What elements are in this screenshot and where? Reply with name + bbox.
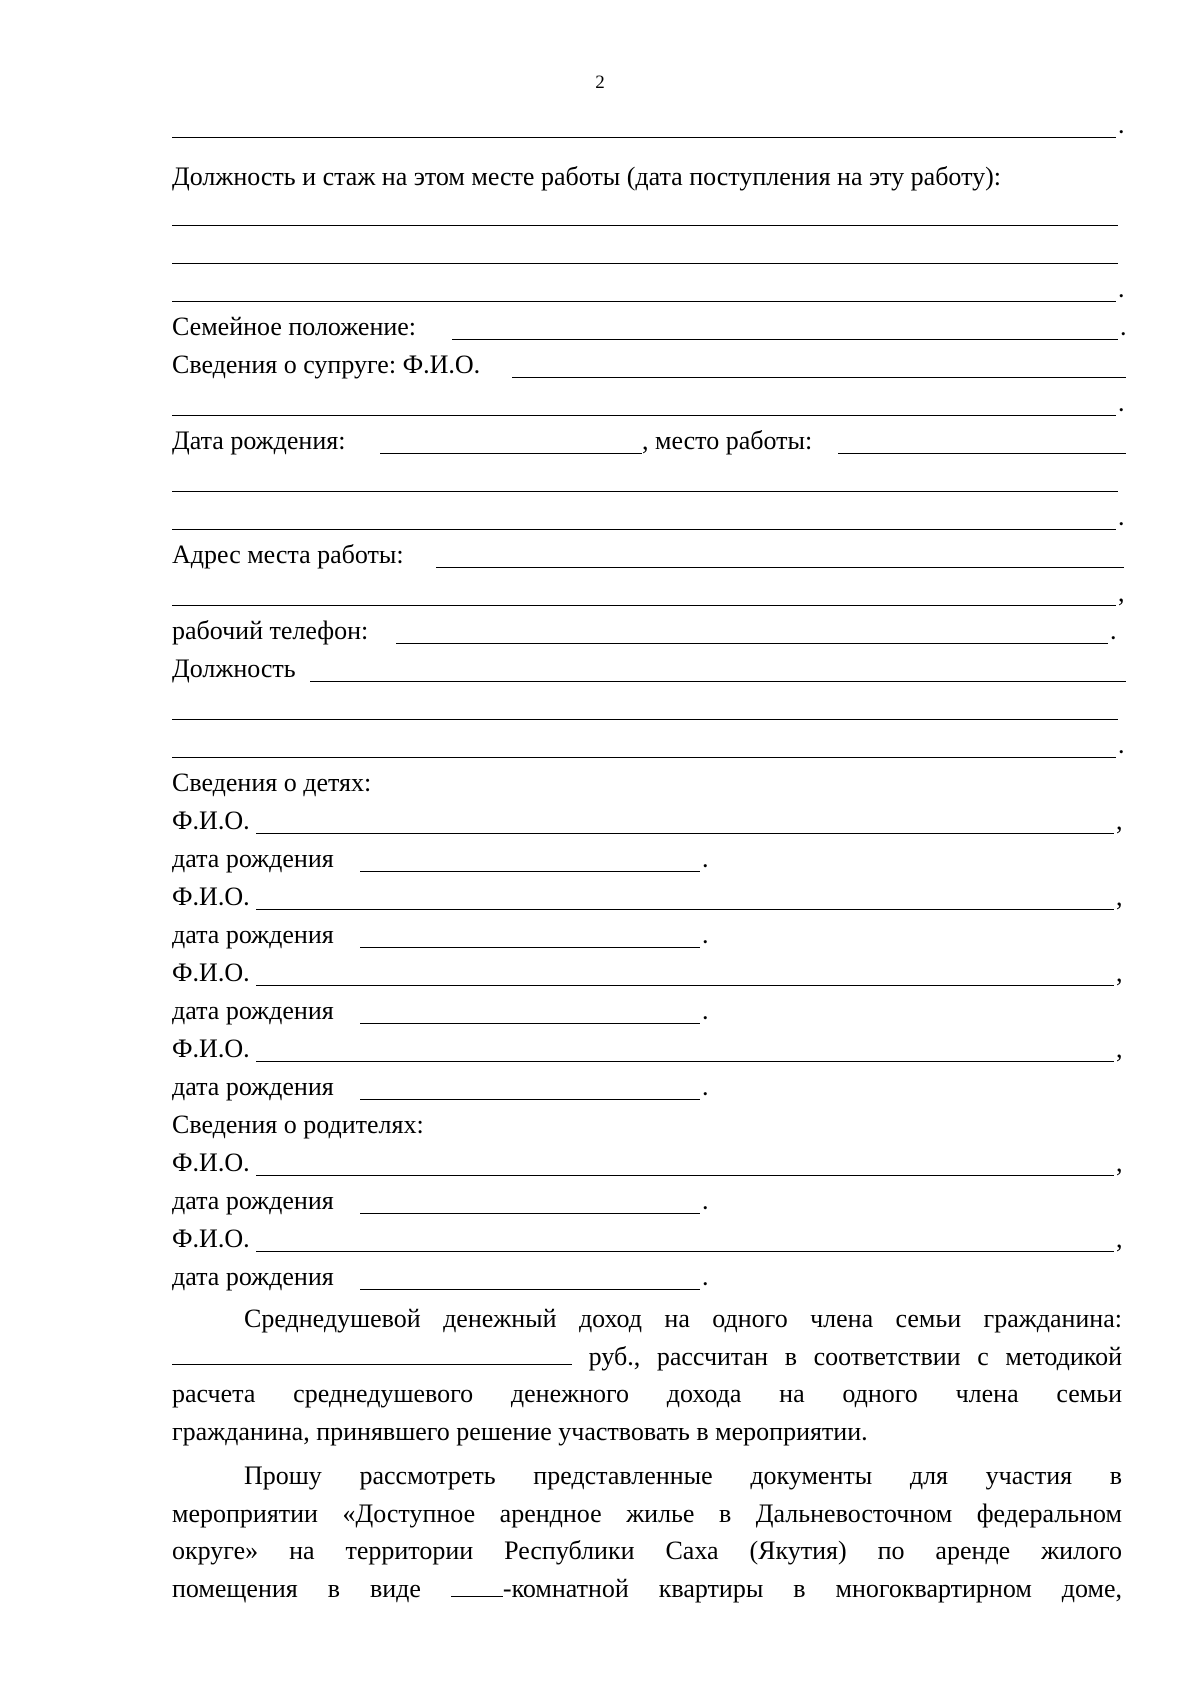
request-line-3: округе» на территории Республики Саха (Якутия) по аренде жилого <box>172 1536 1122 1565</box>
label-birth: дата рождения <box>172 996 334 1025</box>
income-line-3: расчета среднедушевого денежного дохода на одного члена семьи <box>172 1379 1122 1408</box>
request-line-2: мероприятии «Доступное арендное жилье в Дальневосточном федеральном <box>172 1498 1122 1528</box>
label-fio: Ф.И.О. <box>172 1224 250 1253</box>
income-paragraph <box>172 1300 1122 1450</box>
request-line-1: Прошу рассмотреть представленные документы для участия в <box>244 1461 1122 1490</box>
marital-status-field[interactable] <box>452 339 1118 340</box>
label-workplace: , место работы: <box>642 426 813 455</box>
child-2-name-field[interactable] <box>256 909 1114 910</box>
child-1-name-field[interactable] <box>256 833 1114 834</box>
child-2-birth-field[interactable] <box>360 947 700 948</box>
position-field[interactable] <box>310 681 1126 682</box>
label-work-phone: рабочий телефон: <box>172 616 369 645</box>
fill-line[interactable] <box>172 605 1116 606</box>
label-fio: Ф.И.О. <box>172 882 250 911</box>
label-spouse-info: Сведения о супруге: Ф.И.О. <box>172 350 481 379</box>
fill-line[interactable] <box>172 263 1118 264</box>
fill-line[interactable] <box>172 719 1118 720</box>
parent-1-name-field[interactable] <box>256 1175 1114 1176</box>
label-birth: дата рождения <box>172 844 334 873</box>
income-amount-field[interactable] <box>172 1342 572 1365</box>
parent-2-birth-field[interactable] <box>360 1289 700 1290</box>
fill-line[interactable] <box>172 757 1116 758</box>
label-birth: дата рождения <box>172 920 334 949</box>
label-fio: Ф.И.О. <box>172 958 250 987</box>
room-count-field[interactable] <box>451 1574 503 1597</box>
child-4-birth-field[interactable] <box>360 1099 700 1100</box>
label-fio: Ф.И.О. <box>172 1034 250 1063</box>
label-position: Должность <box>172 654 296 683</box>
label-work-address: Адрес места работы: <box>172 540 404 569</box>
child-4-name-field[interactable] <box>256 1061 1114 1062</box>
child-1-birth-field[interactable] <box>360 871 700 872</box>
label-children-info: Сведения о детях: <box>172 768 372 797</box>
income-line-4: гражданина, принявшего решение участвовать в мероприятии. <box>172 1416 868 1446</box>
income-line-2: руб., рассчитан в соответствии с методикой <box>172 1338 1122 1376</box>
child-3-name-field[interactable] <box>256 985 1114 986</box>
parent-1-birth-field[interactable] <box>360 1213 700 1214</box>
parent-2-name-field[interactable] <box>256 1251 1114 1252</box>
label-birth: дата рождения <box>172 1262 334 1291</box>
fill-line[interactable] <box>172 225 1118 226</box>
label-marital-status: Семейное положение: <box>172 312 417 341</box>
work-phone-field[interactable] <box>396 643 1108 644</box>
work-address-field[interactable] <box>436 567 1124 568</box>
spouse-birth-date-field[interactable] <box>380 453 642 454</box>
label-fio: Ф.И.О. <box>172 806 250 835</box>
spouse-workplace-field[interactable] <box>838 453 1126 454</box>
fill-line[interactable] <box>172 301 1116 302</box>
page-number: 2 <box>595 72 605 93</box>
label-position-tenure: Должность и стаж на этом месте работы (дата поступления на эту работу): <box>172 162 1001 191</box>
income-line-1: Среднедушевой денежный доход на одного члена семьи гражданина: <box>244 1304 1122 1333</box>
spouse-name-field[interactable] <box>512 377 1126 378</box>
label-birth: дата рождения <box>172 1186 334 1215</box>
label-fio: Ф.И.О. <box>172 1148 250 1177</box>
label-birth: дата рождения <box>172 1072 334 1101</box>
label-parents-info: Сведения о родителях: <box>172 1110 424 1139</box>
fill-line[interactable] <box>172 491 1118 492</box>
request-paragraph <box>172 1457 1122 1607</box>
request-line-4: помещения в виде -комнатной квартиры в многоквартирном доме, <box>172 1573 1122 1603</box>
fill-line[interactable] <box>172 529 1116 530</box>
fill-line[interactable] <box>172 415 1116 416</box>
label-birth-date: Дата рождения: <box>172 426 346 455</box>
child-3-birth-field[interactable] <box>360 1023 700 1024</box>
fill-line[interactable] <box>172 137 1116 138</box>
document-page: 2 . Должность и стаж на этом месте работы (дата поступления на эту работу): . Семейное положение: . Сведения о супруге: Ф.И.О. . Дата рождения: , место работы: . Адрес места работы: , рабочий телефон: . Должность . Сведения о детях: Ф.И.О. , дата рождения . Ф.И.О. , дата рождения . Ф.И.О. , дата рождения . Ф.И.О. , дата рождения . Сведения о родителях: Ф.И.О. , дата рождения . Ф.И.О. , дата рождения . Среднедушевой денежный доход на одного члена семьи гражданина: руб., рассчитан в соответствии с методикой расчета среднедушевого денежного дохода на одного члена семьи гражданина, принявшего решение участвовать в мероприятии. Прошу рассмотреть представленные документы для участия в мероприятии «Доступное арендное жилье в Дальневосточном федеральном округе» на территории Республики Саха (Якутия) по аренде жилого помещения в виде -комнатной квартиры в многоквартирном доме, <box>0 0 1200 1694</box>
